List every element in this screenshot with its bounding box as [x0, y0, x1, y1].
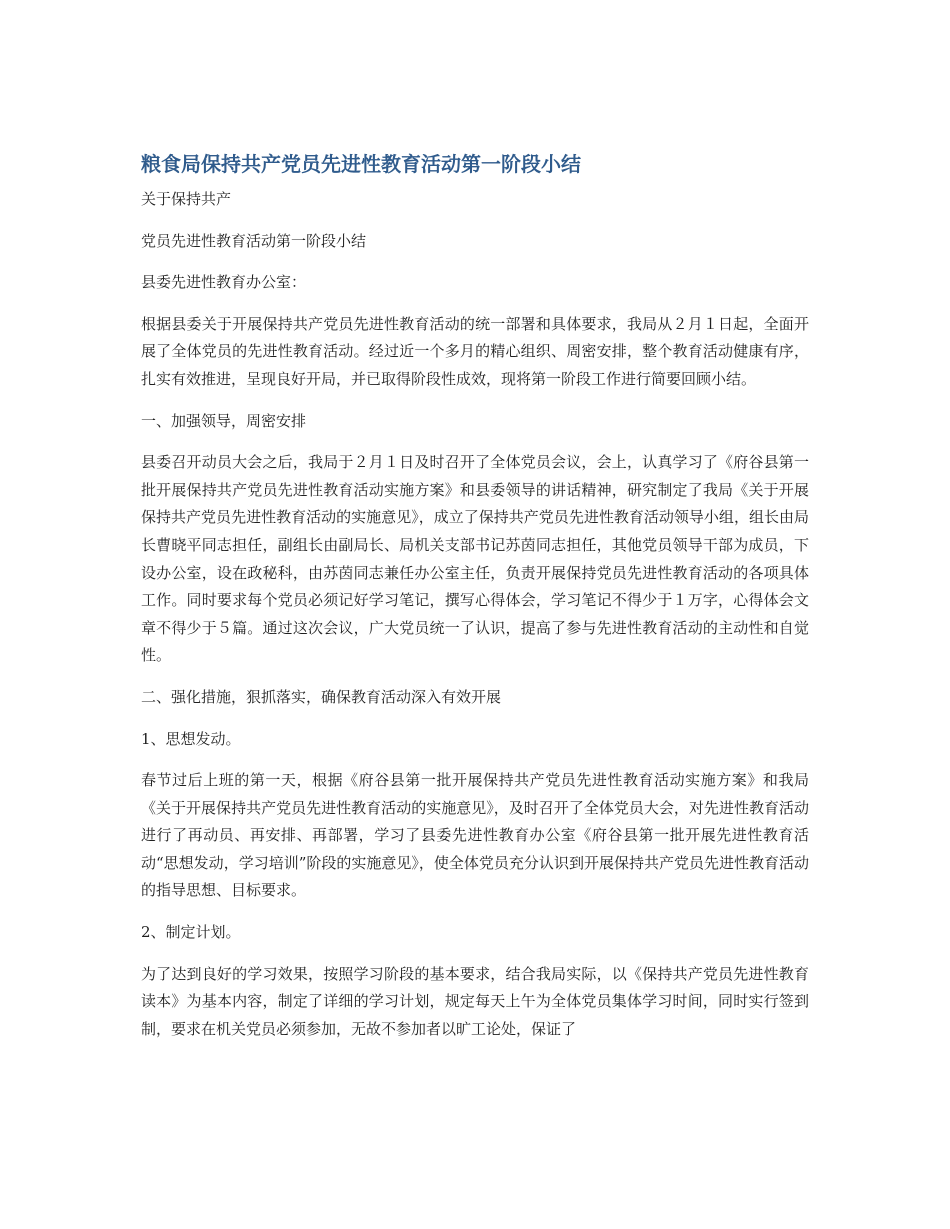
section-heading-2: 二、强化措施，狠抓落实，确保教育活动深入有效开展 — [141, 687, 502, 706]
subheading-1: 1、思想发动。 — [141, 729, 241, 748]
paragraph-subsection-1: 春节过后上班的第一天，根据《府谷县第一批开展保持共产党员先进性教育活动实施方案》和我局《关于开展保持共产党员先进性教育活动的实施意见》，及时召开了全体党员大会，对先进性教育活动进行了再动员、再安排、再部署，学习了县委先进性教育办公室《府谷县第一批开展先进性教育活动“思想发动，学习培训”阶段的实施意见》，使全体党员充分认识到开展保持共产党员先进性教育活动的指导思想、目标要求。 — [141, 771, 809, 900]
section-heading-1: 一、加强领导，周密安排 — [141, 411, 307, 430]
paragraph-intro: 根据县委关于开展保持共产党员先进性教育活动的统一部署和具体要求，我局从２月１日起，全面开展了全体党员的先进性教育活动。经过近一个多月的精心组织、周密安排，整个教育活动健康有序，扎实有效推进，呈现良好开局，并已取得阶段性成效，现将第一阶段工作进行简要回顾小结。 — [141, 314, 809, 388]
document-title: 粮食局保持共产党员先进性教育活动第一阶段小结 — [141, 152, 581, 176]
paragraph-subtitle-2: 党员先进性教育活动第一阶段小结 — [141, 231, 367, 250]
paragraph-subsection-2: 为了达到良好的学习效果，按照学习阶段的基本要求，结合我局实际，以《保持共产党员先进性教育读本》为基本内容，制定了详细的学习计划，规定每天上午为全体党员集体学习时间，同时实行签到制，要求在机关党员必须参加，无故不参加者以旷工论处，保证了 — [141, 964, 809, 1038]
paragraph-addressee: 县委先进性教育办公室： — [141, 273, 307, 292]
subheading-2: 2、制定计划。 — [141, 923, 241, 942]
document-page — [141, 148, 809, 1057]
paragraph-subtitle-1: 关于保持共产 — [141, 190, 232, 208]
paragraph-section-1: 县委召开动员大会之后，我局于２月１日及时召开了全体党员会议，会上，认真学习了《府谷县第一批开展保持共产党员先进性教育活动实施方案》和县委领导的讲话精神，研究制定了我局《关于开展保持共产党员先进性教育活动的实施意见》，成立了保持共产党员先进性教育活动领导小组，组长由局长曹晓平同志担任，副组长由副局长、局机关支部书记苏茵同志担任，其他党员领导干部为成员，下设办公室，设在政秘科，由苏茵同志兼任办公室主任，负责开展保持党员先进性教育活动的各项具体工作。同时要求每个党员必须记好学习笔记，撰写心得体会，学习笔记不得少于１万字，心得体会文章不得少于５篇。通过这次会议，广大党员统一了认识，提高了参与先进性教育活动的主动性和自觉性。 — [141, 453, 809, 665]
